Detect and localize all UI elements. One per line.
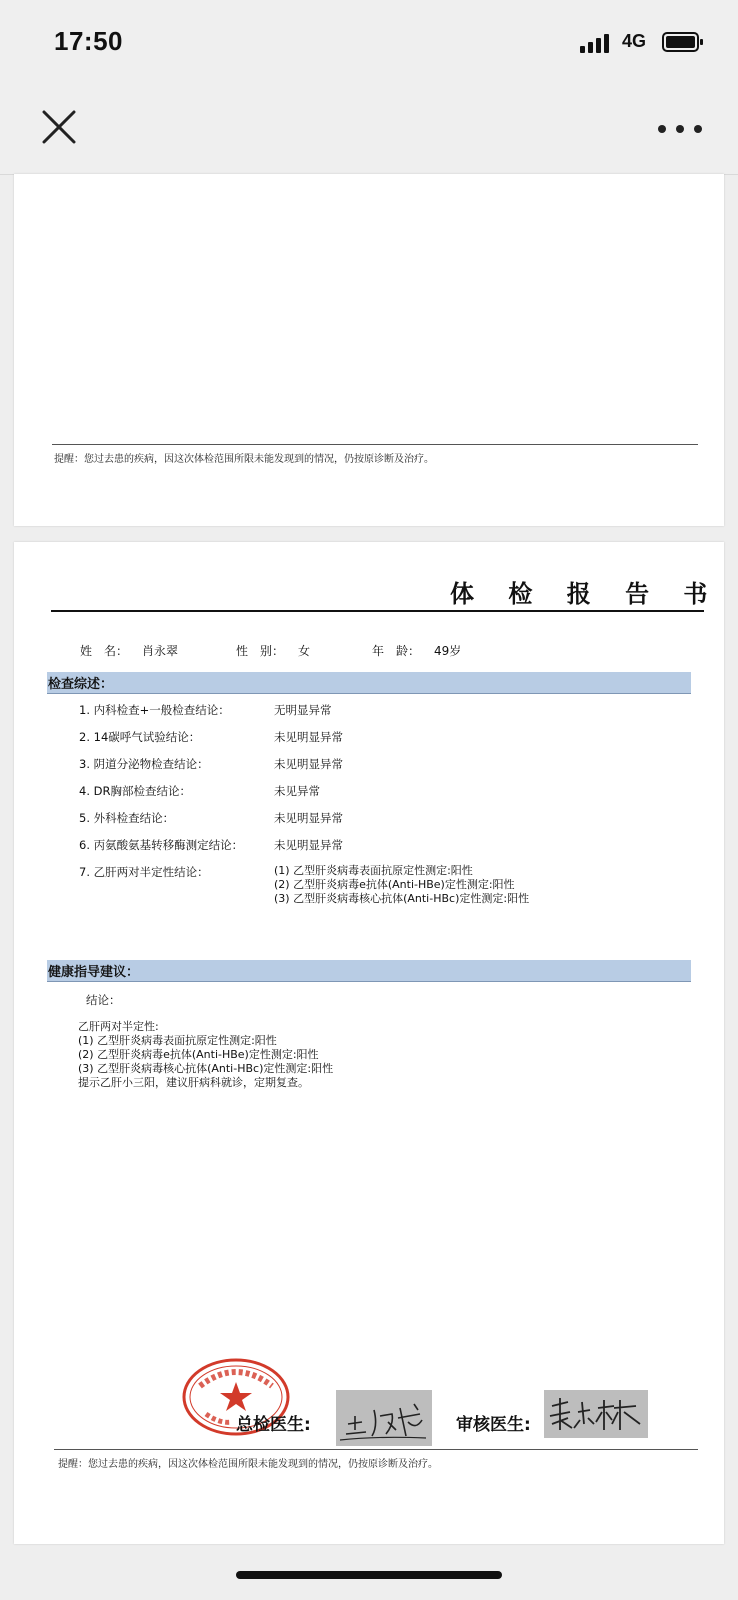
summary-section-header <box>47 672 691 694</box>
more-icon[interactable] <box>656 122 706 136</box>
summary-item-value: 无明显异常 <box>274 703 332 717</box>
report-title: 体 检 报 告 书 <box>450 579 721 608</box>
hbv-result-line: (3) 乙型肝炎病毒核心抗体(Anti-HBc)定性测定:阳性 <box>274 892 530 905</box>
patient-age-label: 年 龄： <box>372 644 421 658</box>
summary-item-value: 未见明显异常 <box>274 757 343 771</box>
summary-item-label: 1. 内科检查+一般检查结论： <box>79 703 230 717</box>
patient-sex: 女 <box>298 644 311 658</box>
signal-icon <box>580 33 616 53</box>
summary-item-value: 未见明显异常 <box>274 811 343 825</box>
guidance-line: (2) 乙型肝炎病毒e抗体(Anti-HBe)定性测定:阳性 <box>78 1048 319 1061</box>
footer-rule <box>54 1449 698 1450</box>
summary-item-value: 未见明显异常 <box>274 730 343 744</box>
summary-header-text: 检查综述： <box>48 677 114 692</box>
chief-doctor-signature <box>336 1390 432 1446</box>
summary-item-label: 3. 阴道分泌物检查结论： <box>79 757 209 771</box>
guidance-line: (1) 乙型肝炎病毒表面抗原定性测定:阳性 <box>78 1034 277 1047</box>
title-rule <box>51 610 704 612</box>
guidance-header-text: 健康指导建议： <box>48 965 140 980</box>
document-page-previous <box>14 174 724 526</box>
patient-name: 肖永翠 <box>142 644 179 658</box>
summary-item-value: 未见异常 <box>274 784 320 798</box>
footer-reminder: 提醒：您过去患的疾病，因这次体检范围所限未能发现到的情况，仍按原诊断及治疗。 <box>58 1459 438 1470</box>
nav-bar <box>0 88 738 175</box>
battery-icon <box>662 32 704 52</box>
reviewer-label: 审核医生: <box>456 1415 531 1435</box>
summary-item-value: 未见明显异常 <box>274 838 343 852</box>
summary-item-label: 5. 外科检查结论： <box>79 811 175 825</box>
patient-age: 49岁 <box>434 644 462 658</box>
hbv-result-line: (2) 乙型肝炎病毒e抗体(Anti-HBe)定性测定:阳性 <box>274 878 515 891</box>
status-time: 17:50 <box>54 26 123 56</box>
patient-name-label: 姓 名： <box>80 644 129 658</box>
document-page-report <box>14 542 724 1544</box>
close-icon[interactable] <box>38 106 82 150</box>
summary-item-label: 4. DR胸部检查结论： <box>79 784 191 798</box>
network-type: 4G <box>622 31 647 51</box>
guidance-line: 乙肝两对半定性: <box>78 1020 159 1033</box>
reviewer-signature <box>544 1390 648 1438</box>
guidance-section-header <box>47 960 691 982</box>
guidance-line: (3) 乙型肝炎病毒核心抗体(Anti-HBc)定性测定:阳性 <box>78 1062 334 1075</box>
summary-item-label: 6. 丙氨酸氨基转移酶测定结论： <box>79 838 244 852</box>
hbv-result-line: (1) 乙型肝炎病毒表面抗原定性测定:阳性 <box>274 864 473 877</box>
summary-item-label: 2. 14碳呼气试验结论： <box>79 730 201 744</box>
home-indicator[interactable] <box>236 1571 502 1579</box>
summary-item-label: 7. 乙肝两对半定性结论： <box>79 865 209 879</box>
guidance-line: 提示乙肝小三阳，建议肝病科就诊，定期复查。 <box>78 1076 309 1089</box>
conclusion-label: 结论： <box>86 993 121 1007</box>
footer-reminder: 提醒：您过去患的疾病，因这次体检范围所限未能发现到的情况，仍按原诊断及治疗。 <box>54 454 434 465</box>
chief-doctor-label: 总检医生: <box>236 1415 311 1435</box>
patient-sex-label: 性 别： <box>236 644 285 658</box>
footer-rule <box>52 444 698 445</box>
